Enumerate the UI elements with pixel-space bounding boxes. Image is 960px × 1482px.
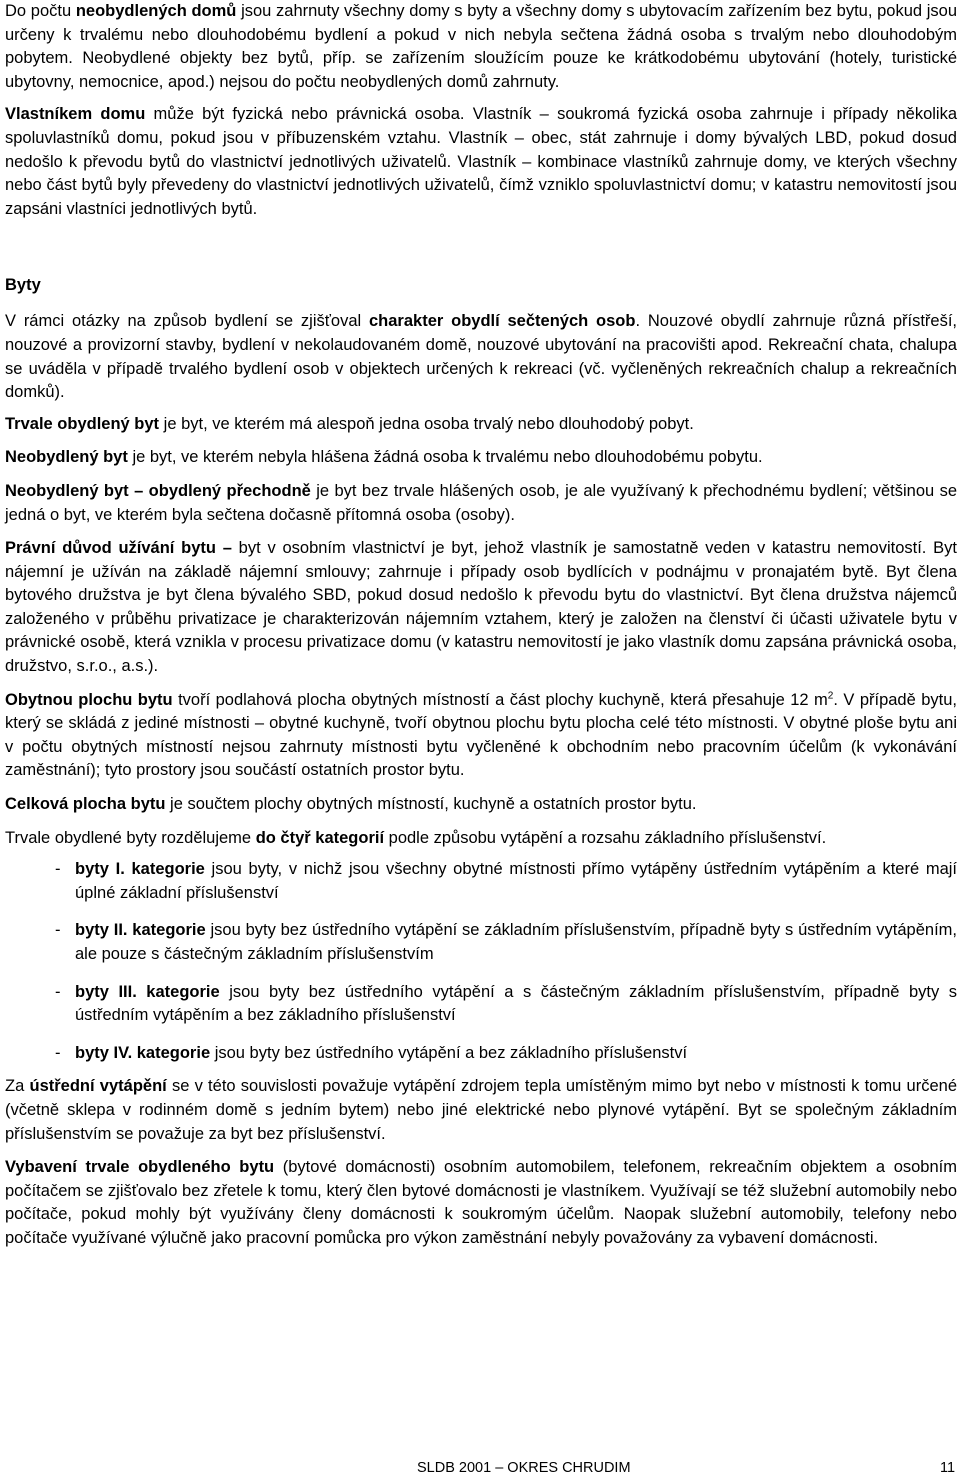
text: může být fyzická nebo právnická osoba. Vlastník – soukromá fyzická osoba zahrnuje i případy několika spoluvlastníků domu, pokud jsou v příbuzenském vztahu. Vlastník – obec, stát zahrnuje i domy bývalých LBD, pokud dosud nedošlo k převodu bytů do vlastnictví jednotlivých uživatelů. Vlastník – kombinace vlastníků zahrnuje domy, ve kterých všechny nebo část bytů byly převedeny do vlastnictví jednotlivých uživatelů, čímž vzniklo spoluvlastnictví domu; v katastru nemovitostí jsou zapsáni vlastníci jednotlivých bytů. — [5, 105, 957, 218]
superscript: 2 — [827, 690, 834, 702]
text: je byt bez trvale hlášených osob, je ale využívaný k přechodnému bydlení; většinou se jedná o byt, ve kterém byla sečtena dočasně přítomná osoba (osoby). — [5, 481, 957, 524]
list-dash: - — [55, 860, 61, 879]
paragraph-legal-reason — [5, 537, 957, 679]
paragraph-equipment — [5, 1156, 957, 1250]
text: je byt, ve kterém nebyla hlášena žádná osoba k trvalému nebo dlouhodobému pobytu. — [127, 448, 763, 467]
term-occupied-flat: Trvale obydlený byt — [5, 414, 160, 433]
paragraph-total-area — [5, 793, 957, 817]
list-item — [5, 919, 957, 966]
text: Za — [5, 1077, 30, 1096]
term-living-area: Obytnou plochu bytu — [5, 690, 173, 709]
term-equipment: Vybavení trvale obydleného bytu — [5, 1158, 275, 1177]
list-dash: - — [55, 1043, 61, 1062]
text: tvoří podlahová plocha obytných místností a část plochy kuchyně, která přesahuje 12 m — [172, 690, 828, 709]
text: je součtem plochy obytných místností, kuchyně a ostatních prostor bytu. — [165, 795, 697, 814]
term-category: byty I. kategorie — [75, 860, 205, 879]
term-category: byty II. kategorie — [75, 921, 206, 940]
text: jsou byty bez ústředního vytápění a bez základního příslušenství — [210, 1043, 688, 1062]
term-central-heating: ústřední vytápění — [29, 1077, 167, 1096]
term-temporary-flat: Neobydlený byt – obydlený přechodně — [5, 481, 311, 500]
term-house-owner: Vlastníkem domu — [5, 105, 146, 124]
term-dwelling-character: charakter obydlí sečtených osob — [369, 312, 636, 331]
paragraph-temporary-flat — [5, 480, 957, 527]
list-item — [5, 858, 957, 905]
text: podle způsobu vytápění a rozsahu základního příslušenství. — [384, 828, 827, 847]
text: je byt, ve kterém má alespoň jedna osoba trvalý nebo dlouhodobý pobyt. — [159, 414, 694, 433]
list-item — [5, 1042, 957, 1066]
list-dash: - — [55, 921, 61, 940]
text: jsou zahrnuty všechny domy s byty a všechny domy s ubytovacím zařízením bez bytu, pokud jsou určeny k trvalému nebo dlouhodobému bydlení a pokud v nich nebyla sečtena žádná osoba s trvalým nebo dlouhodobým pobytem. Neobydlené objekty bez bytů, příp. se zařízením sloužícím pouze ke krátkodobému ubytování (hotely, turistické ubytovny, nemocnice, apod.) nejsou do počtu neobydlených domů zahrnuty. — [5, 2, 958, 91]
paragraph-occupied-flat — [5, 413, 957, 437]
paragraph-unoccupied-flat — [5, 446, 957, 470]
list-dash: - — [55, 982, 61, 1001]
text: jsou byty bez ústředního vytápění a s částečným základním příslušenstvím, případně byty s ústředním vytápěním a bez základního příslušenství — [75, 982, 957, 1025]
list-item — [5, 981, 957, 1028]
term-category: byty III. kategorie — [75, 982, 220, 1001]
document-page — [5, 0, 957, 1251]
category-list — [5, 858, 957, 1065]
term-category: byty IV. kategorie — [75, 1043, 211, 1062]
term-legal-reason: Právní důvod užívání bytu – — [5, 539, 232, 558]
text: (bytové domácnosti) osobním automobilem, telefonem, rekreačním objektem a osobním počítačem se zjišťovalo bez zřetele k tomu, který člen bytové domácnosti je vlastníkem. Využívají se též služební automobily nebo počítače, pokud mohly být využívány členy domácnosti k soukromým účelům. Naopak služební automobily, telefony nebo počítače využívané výlučně jako pracovní pomůcka pro výkon zaměstnání nebyly považovány za vybavení domácnosti. — [5, 1158, 957, 1247]
text: . Nouzové obydlí zahrnuje různá přístřeší, nouzové a provizorní stavby, bydlení v nekolaudovaném domě, nouzové ubytování na pracovišti apod. Rekreační chata, chalupa se uváděla v případě trvalého bydlení osob v objektech určených k rekreaci (vč. vyčleněných rekreačních chalup a rekreačních domků). — [5, 312, 957, 402]
term-unoccupied-flat: Neobydlený byt — [5, 448, 128, 467]
text: jsou byty bez ústředního vytápění se základním příslušenstvím, případně byty s ústředním vytápěním, ale pouze s částečným základním příslušenstvím — [75, 921, 957, 963]
text: V rámci otázky na způsob bydlení se zjišťoval — [5, 312, 369, 331]
text: Trvale obydlené byty rozdělujeme — [5, 828, 256, 847]
text: Do počtu — [5, 2, 76, 20]
term-unoccupied-houses: neobydlených domů — [75, 2, 237, 20]
text: se v této souvislosti považuje vytápění zdrojem tepla umístěným mimo byt nebo v místnosti k tomu určené (včetně sklepa v rodinném domě s jedním bytem) nebo jiné elektrické nebo plynové vytápění. Byt se společným základním příslušenstvím se považuje za byt bez příslušenství. — [5, 1077, 957, 1143]
page-number: 11 — [940, 1460, 956, 1476]
paragraph-central-heating — [5, 1075, 957, 1146]
paragraph-categories — [5, 827, 957, 851]
term-four-categories: do čtyř kategorií — [255, 828, 385, 847]
paragraph-house-owner — [5, 103, 957, 221]
footer-title: SLDB 2001 – OKRES CHRUDIM — [417, 1460, 631, 1476]
text: byt v osobním vlastnictví je byt, jehož vlastník je samostatně veden v katastru nemovitostí. Byt nájemní je užíván na základě nájemní smlouvy; zahrnuje i případy osob bydlících v podnájmu v pronajatém bytě. Byt člena bytového družstva je byt člena bývalého SBD, pokud dosud nedošlo k převodu bytu do vlastnictví. Byt člena družstva nájemců založeného v průběhu privatizace je charakterizován nájemním vztahem, který je založen na členství či účasti uživatele bytu v právnické osobě, která vznikla v procesu privatizace domu (v katastru nemovitostí je jako vlastník domu zapsána právnická osoba, družstvo, s.r.o., a.s.). — [5, 539, 957, 676]
paragraph-living-area — [5, 689, 957, 783]
section-heading: Byty — [5, 276, 41, 295]
term-total-area: Celková plocha bytu — [5, 795, 166, 814]
text: . V případě bytu, který se skládá z jediné místnosti – obytné kuchyně, tvoří obytnou plochu bytu plocha celé této místnosti. V obytné ploše bytu ani v počtu obytných místností nejsou zahrnuty místnosti bytu vyčleněné k obchodním nebo pracovním účelům (k vykonávání zaměstnání); tyto prostory jsou součástí ostatních prostor bytu. — [5, 690, 958, 780]
paragraph-dwelling-type — [5, 310, 957, 404]
paragraph-unoccupied-houses — [5, 0, 957, 94]
text: jsou byty, v nichž jsou všechny obytné místnosti přímo vytápěny ústředním vytápěním a které mají úplné základní příslušenství — [75, 860, 957, 902]
